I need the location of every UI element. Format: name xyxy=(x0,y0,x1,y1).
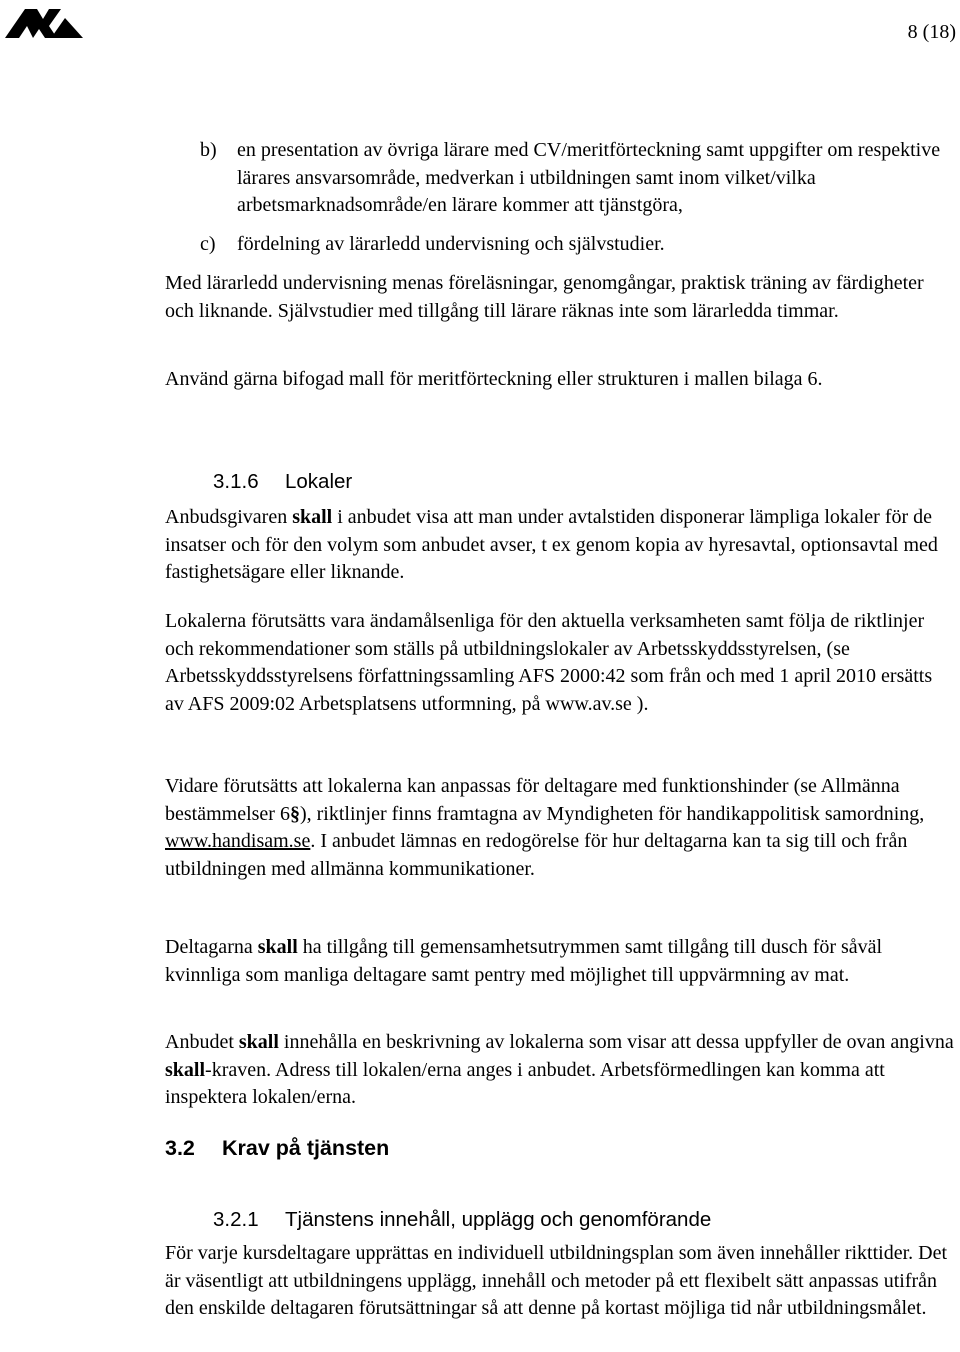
section-heading-3-1-6 xyxy=(213,470,352,494)
list-marker: b) xyxy=(200,139,217,161)
paragraph-lokaler-4: Deltagarna skall ha tillgång till gemensamhetsutrymmen samt tillgång till dusch för såväl kvinnliga som manliga deltagare samt pentry med möjlighet till uppvärmning av mat. xyxy=(165,936,883,986)
section-title: Tjänstens innehåll, upplägg och genomförande xyxy=(285,1208,712,1231)
section-title: Krav på tjänsten xyxy=(222,1136,390,1160)
paragraph-lokaler-5: Anbudet skall innehålla en beskrivning av lokalerna som visar att dessa uppfyller de ovan angivna skall-kraven. Adress till lokalen/erna anges i anbudet. Arbetsförmedlingen kan komma att inspektera lokalen/erna. xyxy=(165,1031,954,1108)
section-title: Lokaler xyxy=(285,470,353,493)
list-item-text: en presentation av övriga lärare med CV/meritförteckning samt uppgifter om respektive lärares ansvarsområde, medverkan i utbildningen samt inom vilket/vilka arbetsmarknadsområde/en lärare kommer att tjänstgöra, xyxy=(237,139,941,216)
section-heading-3-2 xyxy=(165,1136,389,1161)
section-heading-3-2-1 xyxy=(213,1208,711,1232)
handisam-link[interactable]: www.handisam.se xyxy=(165,830,311,852)
paragraph-lokaler-3: Vidare förutsätts att lokalerna kan anpassas för deltagare med funktionshinder (se Allmänna bestämmelser 6§), riktlinjer finns framtagna av Myndigheten för handikappolitisk samordning, www.handisam.se. I anbudet lämnas en redogörelse för hur deltagarna kan ta sig till och från utbildningen med allmänna kommunikationer. xyxy=(165,775,925,880)
section-number: 3.2.1 xyxy=(213,1208,259,1231)
paragraph-lararledd: Med lärarledd undervisning menas föreläsningar, genomgångar, praktisk träning av färdigheter och liknande. Självstudier med tillgång till lärare räknas inte som lärarledda timmar. xyxy=(165,272,924,322)
page-number: 8 (18) xyxy=(907,21,956,43)
list-item-c xyxy=(200,231,955,259)
paragraph-meritforteckning: Använd gärna bifogad mall för meritförteckning eller strukturen i mallen bilaga 6. xyxy=(165,368,823,390)
arbetsformedlingen-logo-icon xyxy=(5,8,83,38)
paragraph-lokaler-2: Lokalerna förutsätts vara ändamålsenliga för den aktuella verksamheten samt följa de riktlinjer och rekommendationer som ställs på utbildningslokaler av Arbetsskyddsstyrelsen, (se Arbetsskyddsstyrelsens författningssamling AFS 2000:42 som från och med 1 april 2010 ersätts av AFS 2009:02 Arbetsplatsens utformning, på www.av.se ). xyxy=(165,610,933,715)
paragraph-lokaler-1: Anbudsgivaren skall i anbudet visa att man under avtalstiden disponerar lämpliga lokaler för de insatser och för den volym som anbudet avser, t ex genom kopia av hyresavtal, optionsavtal med fastighetsägare eller liknande. xyxy=(165,506,938,583)
list-marker: c) xyxy=(200,233,216,255)
list-item-text: fördelning av lärarledd undervisning och självstudier. xyxy=(237,233,665,255)
paragraph-tjanstens-innehall: För varje kursdeltagare upprättas en individuell utbildningsplan som även innehåller rikttider. Det är väsentligt att utbildningens upplägg, innehåll och metoder på ett flexibelt sätt anpassas utifrån den enskilde deltagaren förutsättningar så att denne på kortast möjliga tid når utbildningsmålet. xyxy=(165,1242,948,1319)
section-number: 3.2 xyxy=(165,1136,195,1160)
section-number: 3.1.6 xyxy=(213,470,259,493)
list-item-b xyxy=(200,137,955,220)
